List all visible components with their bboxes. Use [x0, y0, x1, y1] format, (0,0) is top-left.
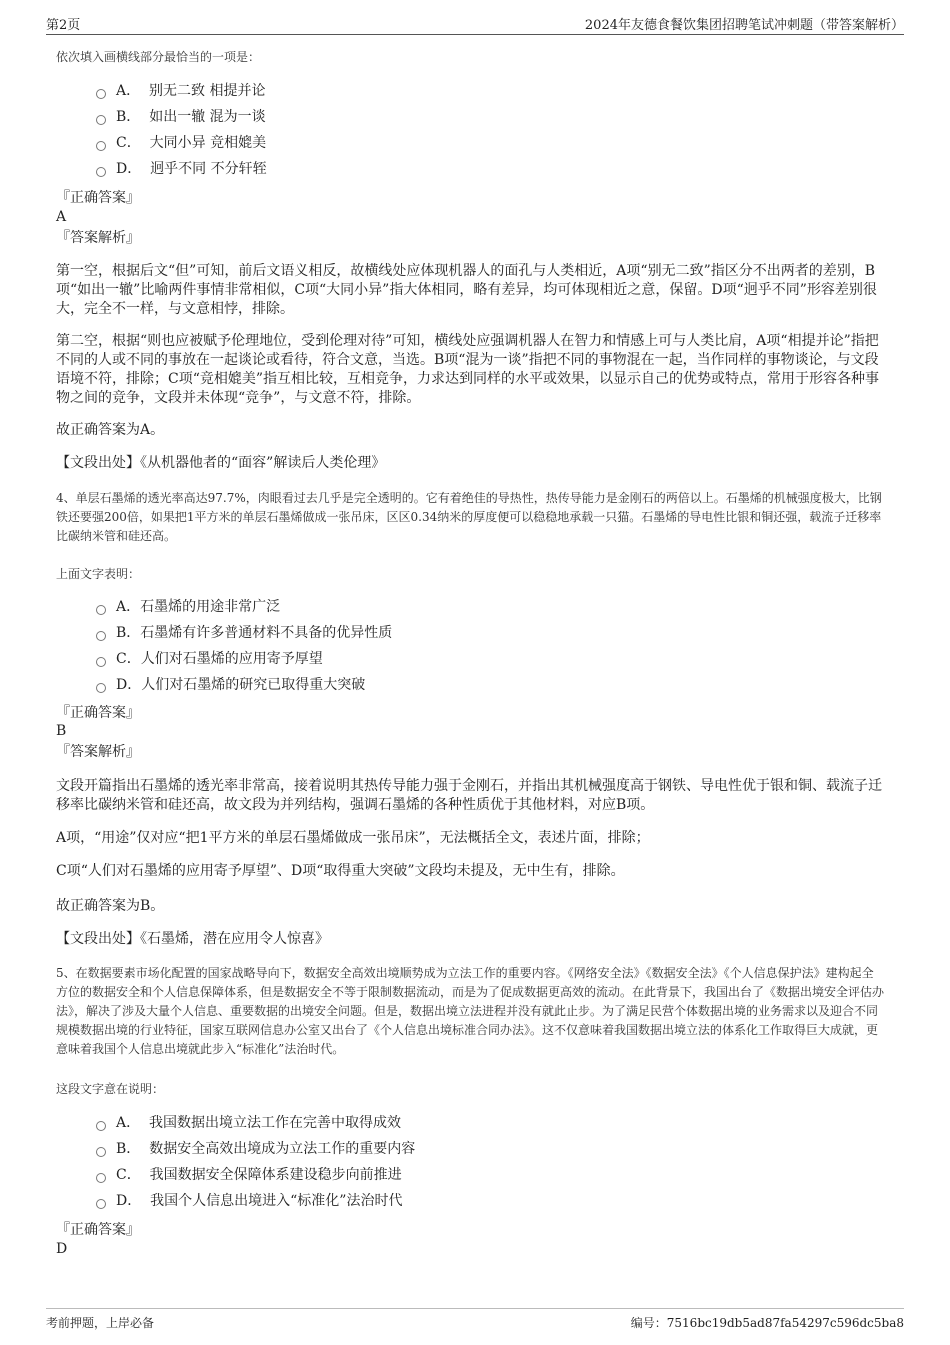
option-label: C．	[116, 135, 141, 151]
option-label: D．	[116, 161, 142, 177]
q5-option-b[interactable]	[96, 1136, 415, 1162]
radio-icon[interactable]	[96, 1121, 106, 1131]
option-label: A．	[116, 599, 141, 615]
q5-prompt: 这段文字意在说明：	[56, 1082, 165, 1096]
page-number: 第2页	[46, 18, 81, 33]
document-id: 编号：7516bc19db5ad87fa54297c596dc5ba8	[630, 1316, 904, 1330]
q4-source: 【文段出处】《石墨烯，潜在应用令人惊喜》	[56, 931, 329, 947]
q4-options	[96, 594, 392, 698]
option-label: C．	[116, 1167, 141, 1183]
q5-passage: 5、在数据要素市场化配置的国家战略导向下，数据安全高效出境顺势成为立法工作的重要内容。《网络安全法》《数据安全法》《个人信息保护法》建构起全方位的数据安全和个人信息保障体系，但是数据安全不等于限制数据流动，而是为了促成数据更高效的流动。在此背景下，我国出台了《数据出境安全评估办法》，解决了涉及大量个人信息、重要数据的出境安全问题。但是，数据出境立法进程并没有就此止步。为了满足民营个体数据出境的业务需求以及迎合不同规模数据出境的行业特征，国家互联网信息办公室又出台了《个人信息出境标准合同办法》。这不仅意味着我国数据出境立法的体系化工作取得巨大成就，更意味着我国个人信息出境就此步入“标准化”法治时代。	[56, 966, 885, 1056]
option-text: 人们对石墨烯的研究已取得重大突破	[141, 677, 366, 693]
q4-prompt: 上面文字表明：	[56, 567, 141, 581]
radio-icon[interactable]	[96, 141, 106, 151]
q4-option-a[interactable]	[96, 594, 392, 620]
option-label: A．	[116, 83, 141, 99]
option-text: 大同小异 竞相媲美	[149, 135, 267, 151]
radio-icon[interactable]	[96, 89, 106, 99]
radio-icon[interactable]	[96, 167, 106, 177]
radio-icon[interactable]	[96, 1173, 106, 1183]
q3-analysis-heading: 『答案解析』	[56, 230, 140, 246]
option-text: 我国数据安全保障体系建设稳步向前推进	[149, 1167, 402, 1183]
q3-answer: A	[56, 209, 67, 225]
option-text: 人们对石墨烯的应用寄予厚望	[140, 651, 323, 667]
option-text: 迥乎不同 不分轩轾	[150, 161, 267, 177]
q3-source: 【文段出处】《从机器他者的“面容”解读后人类伦理》	[56, 455, 386, 471]
q3-option-d[interactable]	[96, 156, 267, 182]
option-text: 如出一辙 混为一谈	[149, 109, 266, 125]
option-label: A．	[116, 1115, 141, 1131]
q4-analysis-para: C项“人们对石墨烯的应用寄予厚望”、D项“取得重大突破”文段均未提及，无中生有，排除。	[56, 863, 625, 879]
option-text: 我国数据出境立法工作在完善中取得成效	[149, 1115, 402, 1131]
q4-analysis-para: 文段开篇指出石墨烯的透光率非常高，接着说明其热传导能力强于金刚石，并指出其机械强度高于钢铁、导电性优于银和铜、载流子迁移率比碳纳米管和硅还高，故文段为并列结构，强调石墨烯的各种性质优于其他材料，对应B项。	[56, 778, 882, 813]
option-label: B．	[116, 1141, 141, 1157]
q3-prompt: 依次填入画横线部分最恰当的一项是：	[56, 50, 261, 64]
option-label: B．	[116, 109, 141, 125]
document-title: 2024年友德食餐饮集团招聘笔试冲刺题（带答案解析）	[584, 18, 904, 33]
q4-option-b[interactable]	[96, 620, 392, 646]
radio-icon[interactable]	[96, 115, 106, 125]
footer-slogan: 考前押题，上岸必备	[46, 1316, 155, 1330]
option-text: 石墨烯有许多普通材料不具备的优异性质	[140, 625, 393, 641]
option-label: C．	[116, 651, 141, 667]
q5-option-c[interactable]	[96, 1162, 415, 1188]
option-text: 别无二致 相提并论	[149, 83, 266, 99]
q4-option-d[interactable]	[96, 672, 392, 698]
q3-option-b[interactable]	[96, 104, 267, 130]
option-label: B．	[116, 625, 141, 641]
radio-icon[interactable]	[96, 605, 106, 615]
q5-answer-heading: 『正确答案』	[56, 1222, 140, 1238]
q3-options	[96, 78, 267, 182]
q3-analysis-para: 第二空，根据“则也应被赋予伦理地位，受到伦理对待”可知，横线处应强调机器人在智力和情感上可与人类比肩，A项“相提并论”指把不同的人或不同的事放在一起谈论或看待，符合文意，当选。B项“混为一谈”指把不同的事物混在一起，当作同样的事物谈论，与文段语境不符，排除；C项“竞相媲美”指互相比较，互相竞争，力求达到同样的水平或效果，以显示自己的优势或特点，常用于形容各种事物之间的竞争，文段并未体现“竞争”，与文意不符，排除。	[56, 333, 880, 406]
q5-answer: D	[56, 1241, 68, 1257]
page-footer	[46, 1308, 904, 1329]
q4-answer: B	[56, 723, 67, 739]
q3-conclusion: 故正确答案为A。	[56, 422, 165, 438]
page-header	[46, 12, 904, 35]
option-label: D．	[116, 677, 142, 693]
radio-icon[interactable]	[96, 1199, 106, 1209]
q4-option-c[interactable]	[96, 646, 392, 672]
q5-option-a[interactable]	[96, 1110, 415, 1136]
option-text: 石墨烯的用途非常广泛	[140, 599, 281, 615]
q4-answer-heading: 『正确答案』	[56, 705, 140, 721]
q3-analysis-para: 第一空，根据后文“但”可知，前后文语义相反，故横线处应体现机器人的面孔与人类相近，A项“别无二致”指区分不出两者的差别，B项“如出一辙”比喻两件事情非常相似，C项“大同小异”指大体相同，略有差异，均可体现相近之意，保留。D项“迥乎不同”形容差别很大，完全不一样，与文意相悖，排除。	[56, 263, 877, 317]
radio-icon[interactable]	[96, 657, 106, 667]
q4-passage: 4、单层石墨烯的透光率高达97.7%，肉眼看过去几乎是完全透明的。它有着绝佳的导热性，热传导能力是金刚石的两倍以上。石墨烯的机械强度极大，比钢铁还要强200倍，如果把1平方米的单层石墨烯做成一张吊床，区区0.34纳米的厚度便可以稳稳地承载一只猫。石墨烯的导电性比银和铜还强，载流子迁移率比碳纳米管和硅还高。	[56, 491, 882, 543]
option-label: D．	[116, 1193, 142, 1209]
q4-analysis-para: A项，“用途”仅对应“把1平方米的单层石墨烯做成一张吊床”，无法概括全文，表述片面，排除；	[56, 830, 650, 846]
q3-option-c[interactable]	[96, 130, 267, 156]
q4-conclusion: 故正确答案为B。	[56, 898, 165, 914]
option-text: 数据安全高效出境成为立法工作的重要内容	[149, 1141, 416, 1157]
q3-answer-heading: 『正确答案』	[56, 190, 140, 206]
q5-option-d[interactable]	[96, 1188, 415, 1214]
radio-icon[interactable]	[96, 631, 106, 641]
radio-icon[interactable]	[96, 1147, 106, 1157]
radio-icon[interactable]	[96, 683, 106, 693]
option-text: 我国个人信息出境进入“标准化”法治时代	[150, 1193, 403, 1209]
q4-analysis-heading: 『答案解析』	[56, 744, 140, 760]
q3-option-a[interactable]	[96, 78, 267, 104]
q5-options	[96, 1110, 415, 1214]
